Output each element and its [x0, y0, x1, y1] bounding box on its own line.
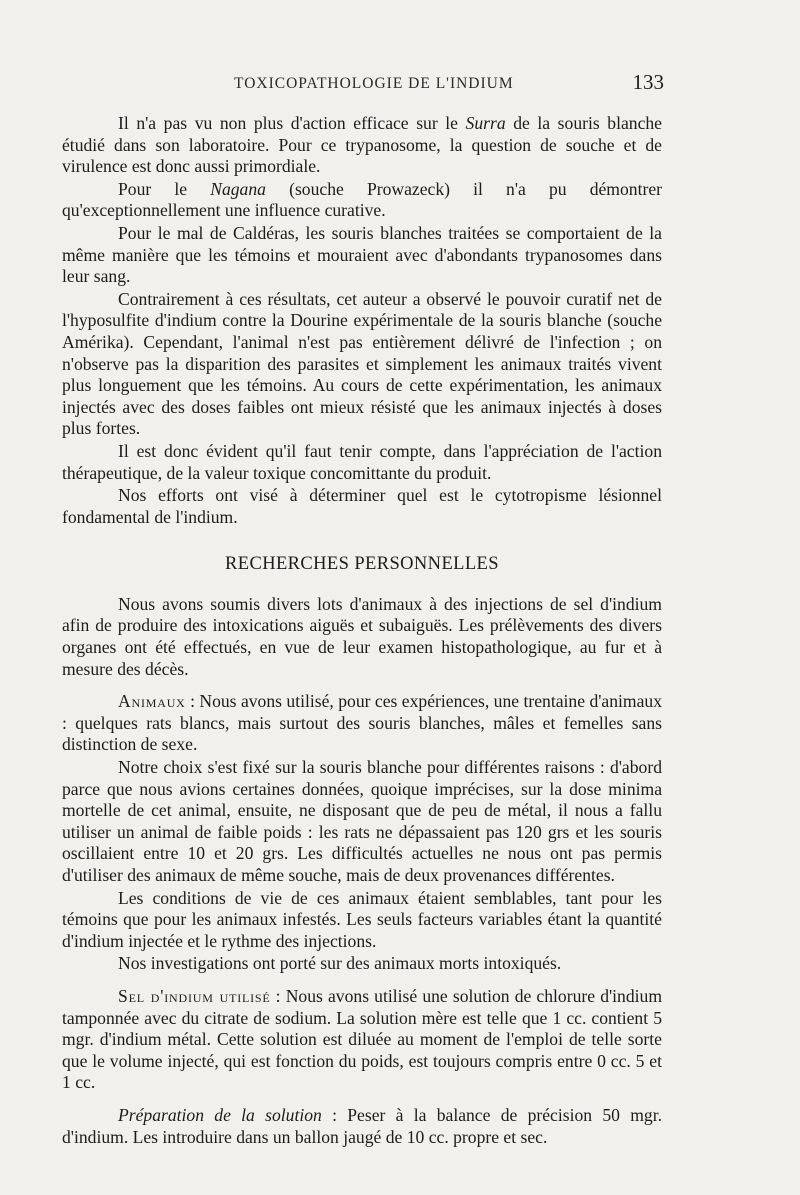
paragraph-animals: Animaux : Nous avons utilisé, pour ces expériences, une trentaine d'animaux : quelques rats blancs, mais surtout des souris blanches, mâles et femelles sans distinction de sexe. — [62, 691, 662, 755]
inline-heading-salt: Sel d'indium utilisé — [118, 985, 271, 1006]
body-text — [62, 113, 662, 1148]
paragraph-surra: Il n'a pas vu non plus d'action efficace sur le Surra de la souris blanche étudié dans son laboratoire. Pour ce trypanosome, la question de souche et de virulence est donc aussi primordiale. — [62, 113, 662, 177]
paragraph-conditions: Les conditions de vie de ces animaux étaient semblables, tant pour les témoins que pour les animaux infestés. Les seuls facteurs variables étant la quantité d'indium injectée et le rythme des injections. — [62, 887, 662, 951]
page-header — [62, 70, 662, 96]
paragraph-nagana: Pour le Nagana (souche Prowazeck) il n'a pu démontrer qu'exceptionnellement une influence curative. — [62, 178, 662, 221]
inline-heading-preparation: Préparation de la solution — [118, 1104, 322, 1125]
paragraph-dourine: Contrairement à ces résultats, cet auteur a observé le pouvoir curatif net de l'hyposulfite d'indium contre la Dourine expérimentale de la souris blanche (souche Amérika). Cependant, l'animal n'est pas entièrement délivré de l'infection ; on n'observe pas la disparition des parasites et simplement les animaux traités vivent plus longuement que les témoins. Au cours de cette expérimentation, les animaux injectés avec des doses faibles ont mieux résisté que les animaux injectés à doses plus fortes. — [62, 288, 662, 439]
paragraph-salt: Sel d'indium utilisé : Nous avons utilisé une solution de chlorure d'indium tamponnée avec du citrate de sodium. La solution mère est telle que 1 cc. contient 5 mgr. d'indium métal. Cette solution est diluée au moment de l'emploi de telle sorte que le volume injecté, qui est fonction du poids, est toujours compris entre 0 cc. 5 et 1 cc. — [62, 985, 663, 1093]
paragraph-choice: Notre choix s'est fixé sur la souris blanche pour différentes raisons : d'abord parce que nous avions certaines données, quoique imprécises, sur la dose minima mortelle de cet animal, ensuite, ne disposant que de peu de métal, il nous a fallu utiliser un animal de faible poids : les rats ne dépassaient pas 120 grs et les souris oscillaient entre 10 et 20 grs. Les difficultés actuelles ne nous ont pas permis d'utiliser des animaux de même souche, mais de deux provenances différentes. — [62, 757, 662, 885]
paragraph-conclusion: Il est donc évident qu'il faut tenir compte, dans l'appréciation de l'action thérapeutique, de la valeur toxique concomittante du produit. — [62, 440, 662, 483]
italic-term-surra: Surra — [465, 113, 506, 133]
paragraph-aim: Nos efforts ont visé à déterminer quel est le cytotropisme lésionnel fondamental de l'indium. — [62, 485, 662, 527]
italic-term-nagana: Nagana — [210, 178, 266, 199]
paragraph-lots: Nous avons soumis divers lots d'animaux à des injections de sel d'indium afin de produire des intoxications aiguës et subaiguës. Les prélèvements des divers organes ont été effectués, en vue de leur examen histopathologique, au fur et à mesure des décès. — [62, 593, 662, 679]
paragraph-investigations: Nos investigations ont porté sur des animaux morts intoxiqués. — [118, 953, 562, 974]
paragraph-calderas: Pour le mal de Caldéras, les souris blanches traitées se comportaient de la même manière que les témoins et mouraient avec d'abondants trypanosomes dans leur sang. — [62, 222, 662, 287]
inline-heading-animals: Animaux — [118, 691, 186, 712]
running-title: TOXICOPATHOLOGIE DE L'INDIUM — [234, 75, 514, 92]
section-heading: RECHERCHES PERSONNELLES — [225, 554, 499, 575]
page-number: 133 — [632, 70, 664, 94]
paragraph-preparation: Préparation de la solution : Peser à la balance de précision 50 mgr. d'indium. Les introduire dans un ballon jaugé de 10 cc. propre et sec. — [62, 1104, 662, 1147]
